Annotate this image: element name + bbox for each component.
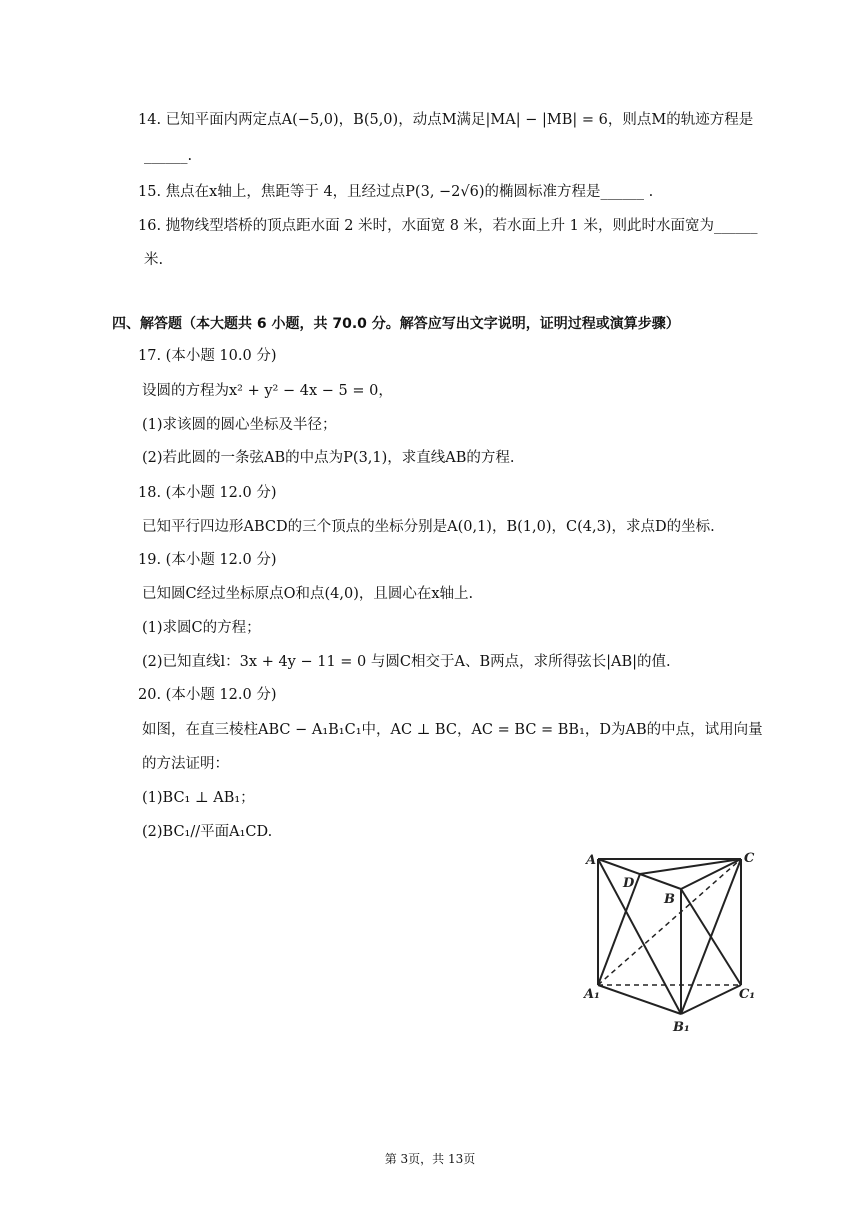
question-14-line2: ______. <box>144 148 193 164</box>
problem-20-line3: (1)BC₁ ⊥ AB₁； <box>142 790 255 806</box>
problem-20-header: 20. (本小题 12.0 分) <box>138 687 277 703</box>
label-B: B <box>664 892 675 907</box>
hidden-segment-A1-C <box>598 859 741 985</box>
problem-18-header: 18. (本小题 12.0 分) <box>138 485 277 501</box>
problem-18-line1: 已知平行四边形ABCD的三个顶点的坐标分别是A(0,1)，B(1,0)，C(4,3)，求点D的坐标. <box>142 519 715 535</box>
label-A: A <box>586 853 597 868</box>
label-C: C <box>744 851 755 866</box>
problem-19-line2: (1)求圆C的方程； <box>142 620 261 636</box>
label-D: D <box>623 876 635 891</box>
problem-19-header: 19. (本小题 12.0 分) <box>138 552 277 568</box>
problem-20-line4: (2)BC₁//平面A₁CD. <box>142 824 273 840</box>
problem-17-line3: (2)若此圆的一条弦AB的中点为P(3,1)，求直线AB的方程. <box>142 450 515 466</box>
problem-19-line1: 已知圆C经过坐标原点O和点(4,0)，且圆心在x轴上. <box>142 586 474 602</box>
label-A1: A₁ <box>584 987 600 1002</box>
problem-17-header: 17. (本小题 10.0 分) <box>138 348 277 364</box>
page-footer: 第 3页，共 13页 <box>384 1152 476 1166</box>
problem-17-line1: 设圆的方程为x² + y² − 4x − 5 = 0， <box>142 383 393 399</box>
question-15: 15. 焦点在x轴上，焦距等于 4，且经过点P(3, −2√6)的椭圆标准方程是______ . <box>138 184 654 200</box>
segment-C-B1 <box>681 859 741 1014</box>
problem-20-line2: 的方法证明： <box>142 756 229 772</box>
question-16-line2: 米. <box>144 252 164 268</box>
segment-A-B1 <box>598 859 681 1014</box>
label-B1: B₁ <box>673 1020 690 1035</box>
question-14-line1: 14. 已知平面内两定点A(−5,0)，B(5,0)，动点M满足|MA| − |MB| = 6，则点M的轨迹方程是 <box>138 112 754 128</box>
section-4-title: 四、解答题（本大题共 6 小题，共 70.0 分。解答应写出文字说明，证明过程或演算步骤） <box>112 316 680 332</box>
problem-20-line1: 如图，在直三棱柱ABC − A₁B₁C₁中，AC ⊥ BC，AC = BC = BB₁，D为AB的中点，试用向量 <box>142 722 763 738</box>
problem-19-line3: (2)已知直线l：3x + 4y − 11 = 0 与圆C相交于A、B两点，求所得弦长|AB|的值. <box>142 654 671 670</box>
label-C1: C₁ <box>739 987 756 1002</box>
problem-17-line2: (1)求该圆的圆心坐标及半径； <box>142 417 337 433</box>
question-16-line1: 16. 抛物线型塔桥的顶点距水面 2 米时，水面宽 8 米，若水面上升 1 米，则此时水面宽为______ <box>138 218 758 234</box>
